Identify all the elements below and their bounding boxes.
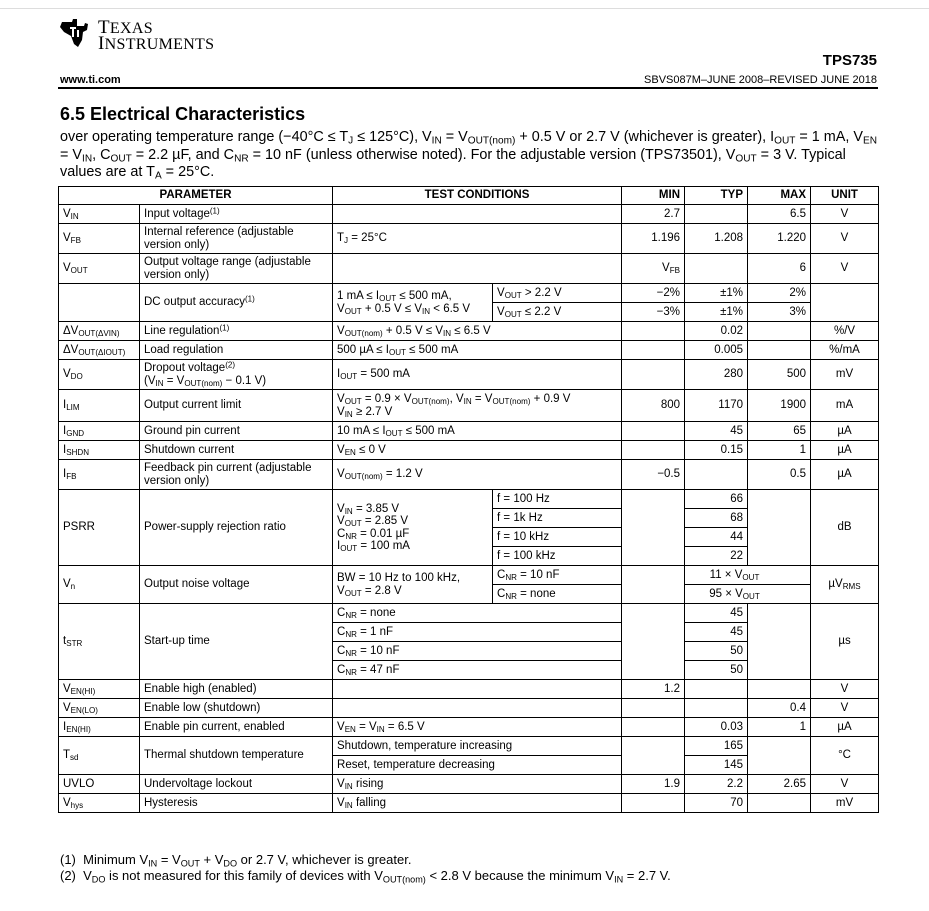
max-cell	[748, 604, 811, 680]
conditions-cell: Shutdown, temperature increasing	[333, 737, 622, 756]
unit-cell: µs	[811, 604, 879, 680]
max-cell	[748, 490, 811, 566]
symbol-cell: $V_{DO}$	[59, 360, 140, 390]
table-row	[59, 794, 879, 813]
param-cell: Shutdown current	[140, 441, 333, 460]
conditions-cell: 500 $\mu A \le I_{OUT} \le 500$ mA	[333, 341, 622, 360]
symbol-cell: $\Delta V_{OUT(\Delta IOUT)}$	[59, 341, 140, 360]
max-cell: 2%	[748, 284, 811, 303]
conditions-cell: $C_{NR}$ = none	[333, 604, 622, 623]
min-cell: 800	[622, 390, 685, 422]
header-min: MIN	[622, 187, 685, 205]
max-cell: 500	[748, 360, 811, 390]
conditions-cell: $V_{EN} = V_{IN} = 6.5$ V	[333, 718, 622, 737]
param-cell: Feedback pin current (adjustable version only)	[140, 460, 333, 490]
logo-line1-rest: EXAS	[109, 20, 153, 37]
conditions-cell	[333, 205, 622, 224]
doc-revision: SBVS087M–JUNE 2008–REVISED JUNE 2018	[644, 74, 877, 86]
param-cell: Enable pin current, enabled	[140, 718, 333, 737]
subcondition-cell: $C_{NR} = 10$ nF	[493, 566, 622, 585]
conditions-cell	[333, 699, 622, 718]
conditions-cell: $V_{IN}$ falling	[333, 794, 622, 813]
min-cell	[622, 490, 685, 566]
conditions-cell: $V_{OUT} = 0.9 \times V_{OUT(nom)}$, $V_{IN} = V_{OUT(nom)} + 0.9$ V $V_{IN} \ge 2.7$ V	[333, 390, 622, 422]
conditions-cell: 1 mA ≤ $I_{OUT} \le 500$ mA, $V_{OUT} + 0.5$ $V \le V_{IN} < 6.5$ V	[333, 284, 493, 322]
conditions-cell: $V_{EN} \le 0$ V	[333, 441, 622, 460]
min-cell: −0.5	[622, 460, 685, 490]
subcondition-cell: f = 1k Hz	[493, 509, 622, 528]
table-row	[59, 284, 879, 303]
unit-cell: V	[811, 699, 879, 718]
table-row	[59, 322, 879, 341]
min-cell	[622, 699, 685, 718]
conditions-cell: $T_J = 25^\circ C$	[333, 224, 622, 254]
unit-cell: mA	[811, 390, 879, 422]
symbol-cell	[59, 284, 140, 322]
max-cell: 1	[748, 441, 811, 460]
max-cell	[748, 737, 811, 775]
typ-cell: 165	[685, 737, 748, 756]
footnote-2: (2) $V_{DO}$ is not measured for this family of devices with $V_{OUT(nom)} < 2.8$ V because the minimum $V_{IN} = 2.7$ V.	[60, 868, 671, 885]
conditions-cell: Reset, temperature decreasing	[333, 756, 622, 775]
symbol-cell: $I_{EN(HI)}$	[59, 718, 140, 737]
max-cell: 6.5	[748, 205, 811, 224]
unit-cell: dB	[811, 490, 879, 566]
typ-cell: ±1%	[685, 303, 748, 322]
min-cell: −2%	[622, 284, 685, 303]
min-cell: −3%	[622, 303, 685, 322]
unit-cell: µA	[811, 718, 879, 737]
param-cell: Enable low (shutdown)	[140, 699, 333, 718]
table-row	[59, 422, 879, 441]
subcondition-cell: f = 100 kHz	[493, 547, 622, 566]
max-cell	[748, 322, 811, 341]
conditions-cell: 10 mA ≤ $I_{OUT} \le 500$ mA	[333, 422, 622, 441]
symbol-cell: $I_{FB}$	[59, 460, 140, 490]
table-row	[59, 718, 879, 737]
min-cell	[622, 341, 685, 360]
symbol-cell: $V_{hys}$	[59, 794, 140, 813]
typ-cell	[685, 680, 748, 699]
typ-cell: 0.15	[685, 441, 748, 460]
max-cell: 6	[748, 254, 811, 284]
table-row	[59, 680, 879, 699]
max-cell: 3%	[748, 303, 811, 322]
min-cell	[622, 422, 685, 441]
header-unit: UNIT	[811, 187, 879, 205]
typ-cell: 0.02	[685, 322, 748, 341]
footnotes	[60, 852, 671, 884]
symbol-cell: $V_{OUT}$	[59, 254, 140, 284]
table-row	[59, 566, 879, 585]
logo-line1-initial: T	[98, 17, 110, 38]
param-cell: Output noise voltage	[140, 566, 333, 604]
unit-cell: V	[811, 680, 879, 699]
param-cell: Dropout voltage$^{(2)}$ ($V_{IN} = V_{OUT(nom)} - 0.1$ V)	[140, 360, 333, 390]
param-cell: Start-up time	[140, 604, 333, 680]
param-cell: Ground pin current	[140, 422, 333, 441]
unit-cell: µA	[811, 422, 879, 441]
symbol-cell: $I_{LIM}$	[59, 390, 140, 422]
max-cell: 1	[748, 718, 811, 737]
conditions-cell: $V_{IN}$ rising	[333, 775, 622, 794]
min-cell	[622, 441, 685, 460]
min-cell: 2.7	[622, 205, 685, 224]
subcondition-cell: $V_{OUT} \le 2.2$ V	[493, 303, 622, 322]
unit-cell: mV	[811, 794, 879, 813]
typ-cell: 1.208	[685, 224, 748, 254]
table-row	[59, 699, 879, 718]
min-cell	[622, 737, 685, 775]
section-title: 6.5 Electrical Characteristics	[60, 104, 306, 124]
header-max: MAX	[748, 187, 811, 205]
unit-cell: µA	[811, 460, 879, 490]
table-row	[59, 360, 879, 390]
typ-cell	[685, 205, 748, 224]
typ-cell: 66	[685, 490, 748, 509]
table-header-row	[59, 187, 879, 205]
max-cell	[748, 680, 811, 699]
max-cell: 0.5	[748, 460, 811, 490]
min-cell	[622, 718, 685, 737]
param-cell: Load regulation	[140, 341, 333, 360]
typ-cell: 45	[685, 422, 748, 441]
typ-cell: 22	[685, 547, 748, 566]
table-row	[59, 390, 879, 422]
param-cell: Undervoltage lockout	[140, 775, 333, 794]
symbol-cell: $V_{EN(LO)}$	[59, 699, 140, 718]
symbol-cell: $t_{STR}$	[59, 604, 140, 680]
param-cell: Enable high (enabled)	[140, 680, 333, 699]
conditions-cell: $C_{NR} = 1$ nF	[333, 623, 622, 642]
conditions-cell	[333, 254, 622, 284]
table-row	[59, 254, 879, 284]
table-row	[59, 205, 879, 224]
unit-cell: %/V	[811, 322, 879, 341]
typ-cell	[685, 254, 748, 284]
typ-cell	[685, 460, 748, 490]
conditions-cell: $V_{IN} = 3.85$ V $V_{OUT} = 2.85$ V $C_{NR} = 0.01$ µF $I_{OUT} = 100$ mA	[333, 490, 493, 566]
symbol-cell: $V_{FB}$	[59, 224, 140, 254]
intro-text: over operating temperature range $(-40^\circ C \le T_J \le 125^\circ C)$, $V_{IN} = V_{OUT(nom)} + 0.5$ V or 2.7 V (whichever is greater), $I_{OUT} = 1$ mA, $V_{EN} = V_{IN}$, $C_{OUT} = 2.2$ µF, and $C_{NR} = 10$ nF (unless otherwise noted). For the adjustable version (TPS73501), $V_{OUT} = 3$ V. Typical values are at $T_A = 25^\circ C$.	[60, 129, 877, 182]
header-typ: TYP	[685, 187, 748, 205]
max-cell: 1.220	[748, 224, 811, 254]
min-cell	[622, 360, 685, 390]
part-number: TPS735	[822, 52, 877, 69]
ti-logo-icon	[58, 16, 92, 50]
subcondition-cell: $C_{NR}$ = none	[493, 585, 622, 604]
min-cell	[622, 566, 685, 604]
param-cell: Thermal shutdown temperature	[140, 737, 333, 775]
unit-cell: V	[811, 254, 879, 284]
min-cell	[622, 604, 685, 680]
conditions-cell: BW = 10 Hz to 100 kHz, $V_{OUT} = 2.8$ V	[333, 566, 493, 604]
typ-cell: 0.03	[685, 718, 748, 737]
typ-cell: 50	[685, 642, 748, 661]
logo-line2-rest: NSTRUMENTS	[104, 36, 215, 53]
unit-cell: V	[811, 205, 879, 224]
min-cell: 1.196	[622, 224, 685, 254]
unit-cell: V	[811, 224, 879, 254]
min-cell: 1.9	[622, 775, 685, 794]
conditions-cell: $V_{OUT(nom)} + 0.5$ $V \le V_{IN} \le 6.5$ V	[333, 322, 622, 341]
unit-cell: µV$_{RMS}$	[811, 566, 879, 604]
table-row	[59, 441, 879, 460]
typ-cell: 68	[685, 509, 748, 528]
unit-cell	[811, 284, 879, 322]
conditions-cell: $I_{OUT} = 500$ mA	[333, 360, 622, 390]
table-row	[59, 775, 879, 794]
table-row	[59, 490, 879, 509]
typ-cell: $11 \times V_{OUT}$	[685, 566, 811, 585]
typ-cell: ±1%	[685, 284, 748, 303]
typ-cell: 280	[685, 360, 748, 390]
subcondition-cell: f = 100 Hz	[493, 490, 622, 509]
symbol-cell: $V_{IN}$	[59, 205, 140, 224]
typ-cell: $95 \times V_{OUT}$	[685, 585, 811, 604]
conditions-cell: $C_{NR} = 10$ nF	[333, 642, 622, 661]
symbol-cell: PSRR	[59, 490, 140, 566]
header-rule	[58, 87, 878, 89]
max-cell: 65	[748, 422, 811, 441]
table-row	[59, 460, 879, 490]
unit-cell: µA	[811, 441, 879, 460]
min-cell	[622, 322, 685, 341]
table-row	[59, 224, 879, 254]
param-cell: Line regulation$^{(1)}$	[140, 322, 333, 341]
max-cell: 0.4	[748, 699, 811, 718]
typ-cell: 2.2	[685, 775, 748, 794]
param-cell: Input voltage$^{(1)}$	[140, 205, 333, 224]
ti-logo[interactable]	[58, 16, 218, 56]
typ-cell: 44	[685, 528, 748, 547]
footnote-1: (1) Minimum $V_{IN} = V_{OUT} + V_{DO}$ or 2.7 V, whichever is greater.	[60, 852, 412, 869]
website-link[interactable]: www.ti.com	[60, 74, 121, 86]
min-cell	[622, 794, 685, 813]
unit-cell: °C	[811, 737, 879, 775]
max-cell	[748, 341, 811, 360]
param-cell: Power-supply rejection ratio	[140, 490, 333, 566]
max-cell	[748, 794, 811, 813]
min-cell: 1.2	[622, 680, 685, 699]
min-cell: $V_{FB}$	[622, 254, 685, 284]
typ-cell: 50	[685, 661, 748, 680]
conditions-cell	[333, 680, 622, 699]
top-border	[0, 8, 929, 9]
param-cell: Output current limit	[140, 390, 333, 422]
conditions-cell: $C_{NR} = 47$ nF	[333, 661, 622, 680]
unit-cell: %/mA	[811, 341, 879, 360]
typ-cell: 145	[685, 756, 748, 775]
unit-cell: V	[811, 775, 879, 794]
symbol-cell: UVLO	[59, 775, 140, 794]
table-row	[59, 341, 879, 360]
table-row	[59, 604, 879, 623]
electrical-characteristics-table	[58, 186, 879, 813]
symbol-cell: $T_{sd}$	[59, 737, 140, 775]
ti-logo-text	[98, 17, 215, 54]
header-parameter: PARAMETER	[59, 187, 333, 205]
param-cell: Output voltage range (adjustable version only)	[140, 254, 333, 284]
symbol-cell: $I_{SHDN}$	[59, 441, 140, 460]
header-test-conditions: TEST CONDITIONS	[333, 187, 622, 205]
param-cell: Internal reference (adjustable version only)	[140, 224, 333, 254]
typ-cell	[685, 699, 748, 718]
table-row	[59, 737, 879, 756]
max-cell: 2.65	[748, 775, 811, 794]
logo-line2-initial: I	[98, 33, 105, 54]
subcondition-cell: f = 10 kHz	[493, 528, 622, 547]
conditions-cell: $V_{OUT(nom)} = 1.2$ V	[333, 460, 622, 490]
typ-cell: 45	[685, 623, 748, 642]
symbol-cell: $I_{GND}$	[59, 422, 140, 441]
typ-cell: 0.005	[685, 341, 748, 360]
unit-cell: mV	[811, 360, 879, 390]
symbol-cell: $\Delta V_{OUT(\Delta VIN)}$	[59, 322, 140, 341]
param-cell: DC output accuracy$^{(1)}$	[140, 284, 333, 322]
typ-cell: 70	[685, 794, 748, 813]
symbol-cell: $V_{EN(HI)}$	[59, 680, 140, 699]
max-cell: 1900	[748, 390, 811, 422]
symbol-cell: $V_n$	[59, 566, 140, 604]
subcondition-cell: $V_{OUT} > 2.2$ V	[493, 284, 622, 303]
param-cell: Hysteresis	[140, 794, 333, 813]
typ-cell: 45	[685, 604, 748, 623]
typ-cell: 1170	[685, 390, 748, 422]
